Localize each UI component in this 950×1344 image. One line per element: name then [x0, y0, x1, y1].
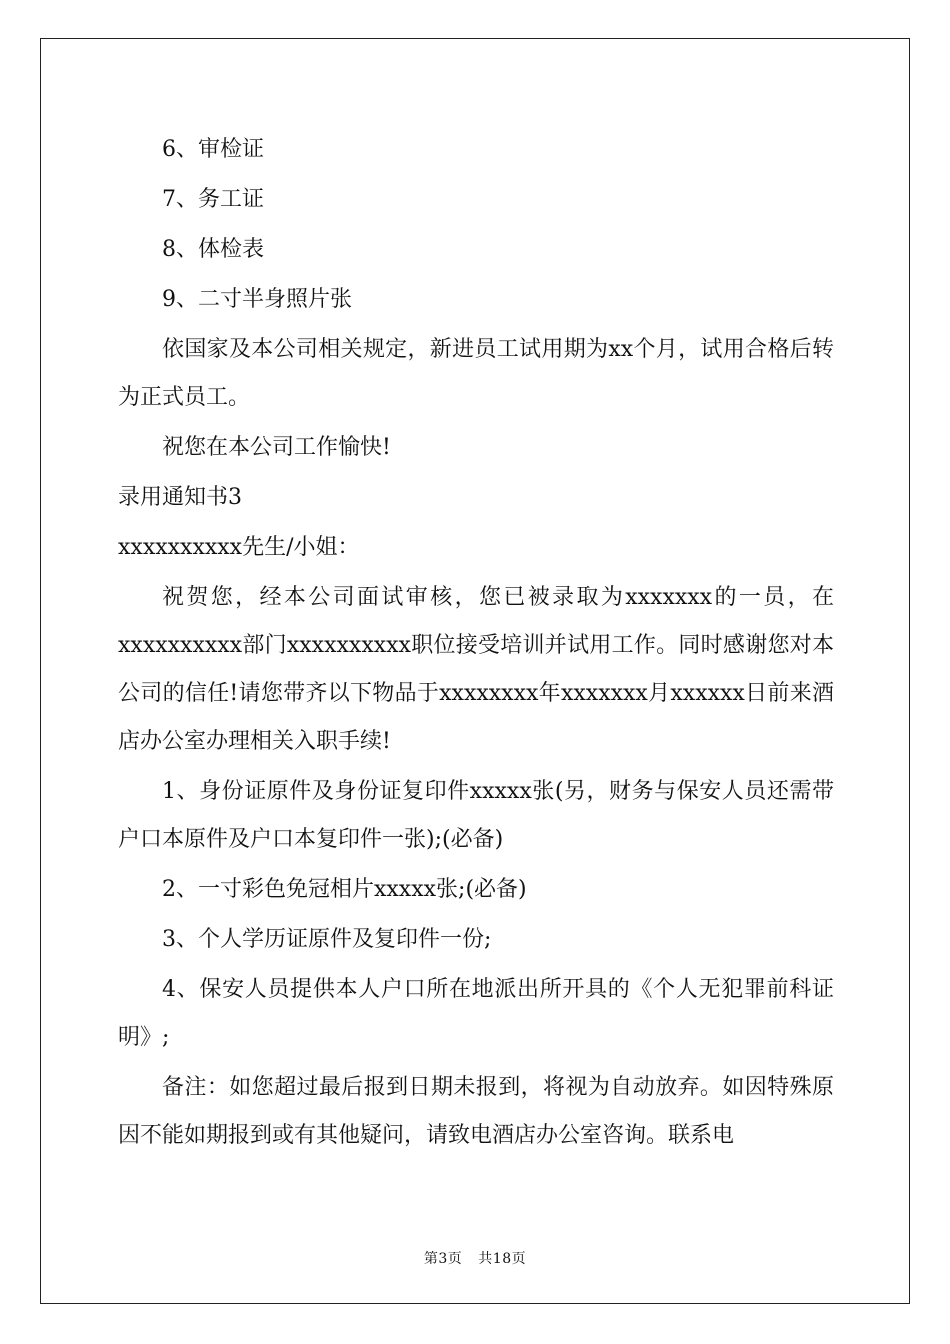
salutation: xxxxxxxxxx先生/小姐：: [118, 535, 360, 560]
paragraph-3: 8、体检表: [162, 237, 264, 262]
list-item-1: 1、身份证原件及身份证复印件xxxxx张(另，财务与保安人员还需带户口本原件及户口本复印件一张);(必备): [118, 779, 834, 852]
page-total: 共18页: [478, 1251, 527, 1267]
section-heading: 录用通知书3: [118, 485, 242, 510]
paragraph-1: 6、审检证: [162, 137, 264, 162]
list-item-4: 4、保安人员提供本人户口所在地派出所开具的《个人无犯罪前科证明》;: [118, 977, 834, 1050]
list-item-2: 2、一寸彩色免冠相片xxxxx张;(必备): [162, 877, 527, 902]
document-body: [118, 126, 834, 1162]
paragraph-4: 9、二寸半身照片张: [162, 287, 352, 312]
paragraph-2: 7、务工证: [162, 187, 264, 212]
remark-paragraph: 备注：如您超过最后报到日期未报到，将视为自动放弃。如因特殊原因不能如期报到或有其他疑问，请致电酒店办公室咨询。联系电: [118, 1075, 834, 1148]
paragraph-9: 祝贺您，经本公司面试审核，您已被录取为xxxxxxx的一员，在xxxxxxxxxx部门xxxxxxxxxx职位接受培训并试用工作。同时感谢您对本公司的信任!请您带齐以下物品于xxxxxxxx年xxxxxxx月xxxxxx日前来酒店办公室办理相关入职手续!: [118, 585, 834, 754]
paragraph-5: 依国家及本公司相关规定，新进员工试用期为xx个月，试用合格后转为正式员工。: [118, 337, 834, 410]
page-number: 第3页: [423, 1251, 463, 1267]
list-item-3: 3、个人学历证原件及复印件一份;: [162, 927, 492, 952]
page-footer: [0, 1248, 950, 1268]
paragraph-6: 祝您在本公司工作愉快!: [162, 435, 391, 460]
